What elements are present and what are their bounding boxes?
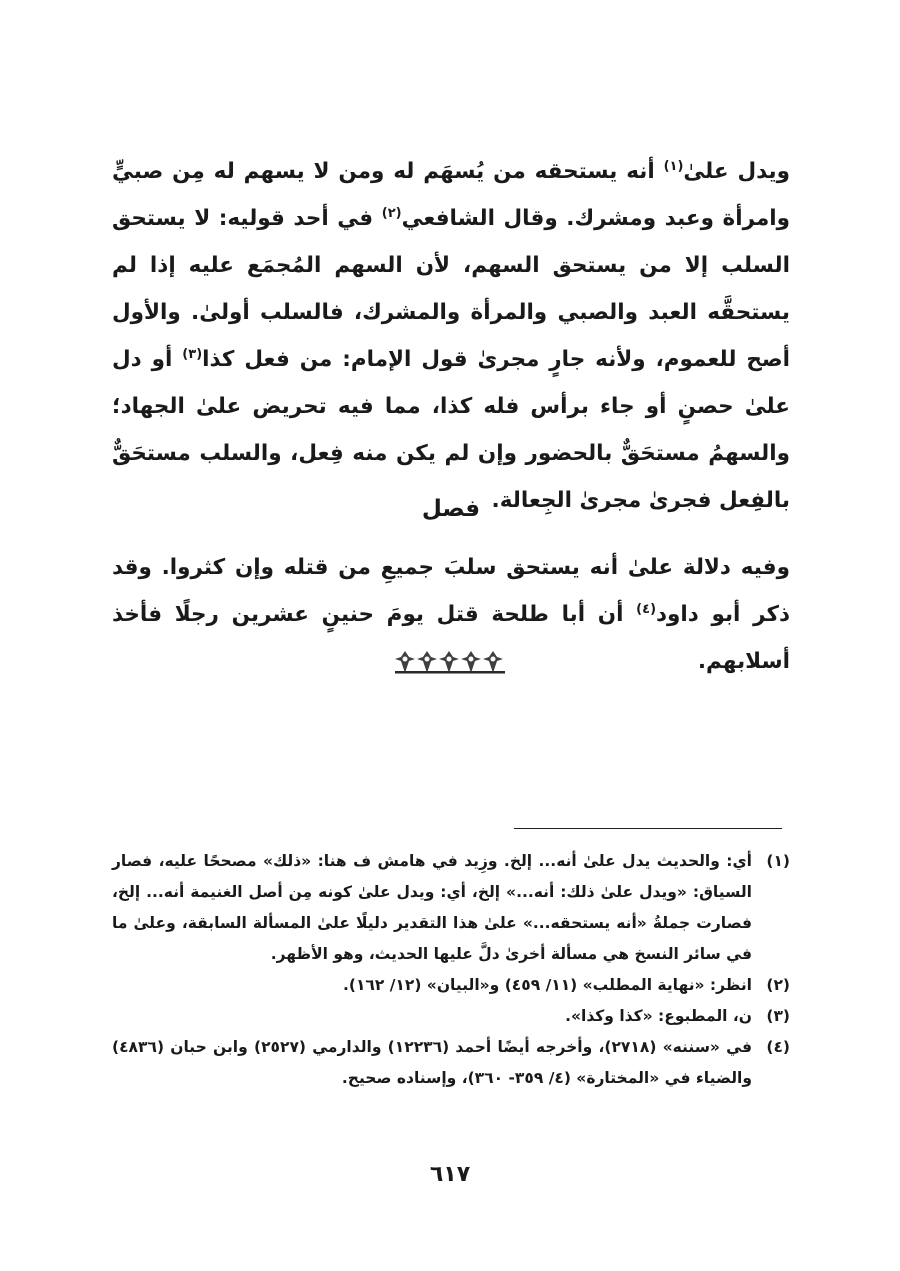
footnote-3 [112,1001,790,1032]
footnote-2 [112,970,790,1001]
footnote-ref-2[interactable]: (٢) [381,205,402,221]
text-run: أن أبا طلحة قتل يومَ حنينٍ عشرين رجلًا فأخذ أسلابهم. [112,602,790,674]
footnote-ref-4[interactable]: (٤) [636,601,657,617]
footnote-1 [112,846,790,970]
footnotes-list [112,846,790,1094]
footnote-number: (١) [766,852,790,870]
footnote-number: (٢) [766,976,790,994]
text-run: أو دل علىٰ حصنٍ أو جاء برأس فله كذا، مما فيه تحريض علىٰ الجهاد؛ والسهمُ مستحَقٌّ بالحضور وإن لم يكن منه فِعل، والسلب مستحَقٌّ بالفِعل فجرىٰ مجرىٰ الجِعالة. [112,347,790,513]
footnote-number: (٤) [766,1038,790,1056]
ornament-icon [393,649,507,675]
footnote-text: أي: والحديث يدل علىٰ أنه... إلخ. وزِيد في هامش ف هنا: «ذلك» مصححًا عليه، فصار السياق: «ويدل علىٰ ذلك: أنه...» إلخ، أي: ويدل علىٰ كونه مِن أصل الغنيمة أنه... إلخ، فصارت جملةُ «أنه يستحقه...» علىٰ هذا التقدير دليلًا علىٰ المسألة السابقة، وعلىٰ ما في سائر النسخ هي مسألة أخرىٰ دلَّ عليها الحديث، وهو الأظهر. [112,852,752,963]
footnote-ref-1[interactable]: (١) [663,158,684,174]
text-run: أنه يستحقه من يُسهَم له ومن لا يسهم له مِن صبيٍّ وامرأة وعبد ومشرك. وقال الشافعي [112,159,790,231]
footnote-divider [514,828,782,829]
paragraph-text [112,148,790,524]
footnote-ref-3[interactable]: (٣) [182,346,203,362]
footnote-4 [112,1032,790,1094]
footnote-number: (٣) [766,1007,790,1025]
footnote-text: في «سننه» (٢٧١٨)، وأخرجه أيضًا أحمد (١٢٢٣٦) والدارمي (٢٥٢٧) وابن حبان (٤٨٣٦) والضياء في «المختارة» (٤/ ٣٥٩- ٣٦٠)، وإسناده صحيح. [112,1038,753,1087]
footnote-text: ن، المطبوع: «كذا وكذا». [565,1007,752,1025]
text-run: وفيه دلالة علىٰ أنه يستحق سلبَ جميعِ من قتله وإن كثروا. وقد ذكر أبو داود [112,555,790,627]
footnote-text: انظر: «نهاية المطلب» (١١/ ٤٥٩) و«البيان» (١٢/ ١٦٢). [342,976,752,994]
text-run: في أحد قوليه: لا يستحق السلب إلا من يستحق السهم، لأن السهم المُجمَع عليه إذا لم يستحقَّه العبد والصبي والمرأة والمشرك، فالسلب أولىٰ. والأول أصح للعموم، ولأنه جارٍ مجرىٰ قول الإمام: من فعل كذا [112,206,790,372]
text-run: ويدل علىٰ [683,159,790,184]
section-heading: فصل [421,496,481,522]
main-paragraph [112,148,790,524]
page-number: ٦١٧ [429,1162,471,1187]
